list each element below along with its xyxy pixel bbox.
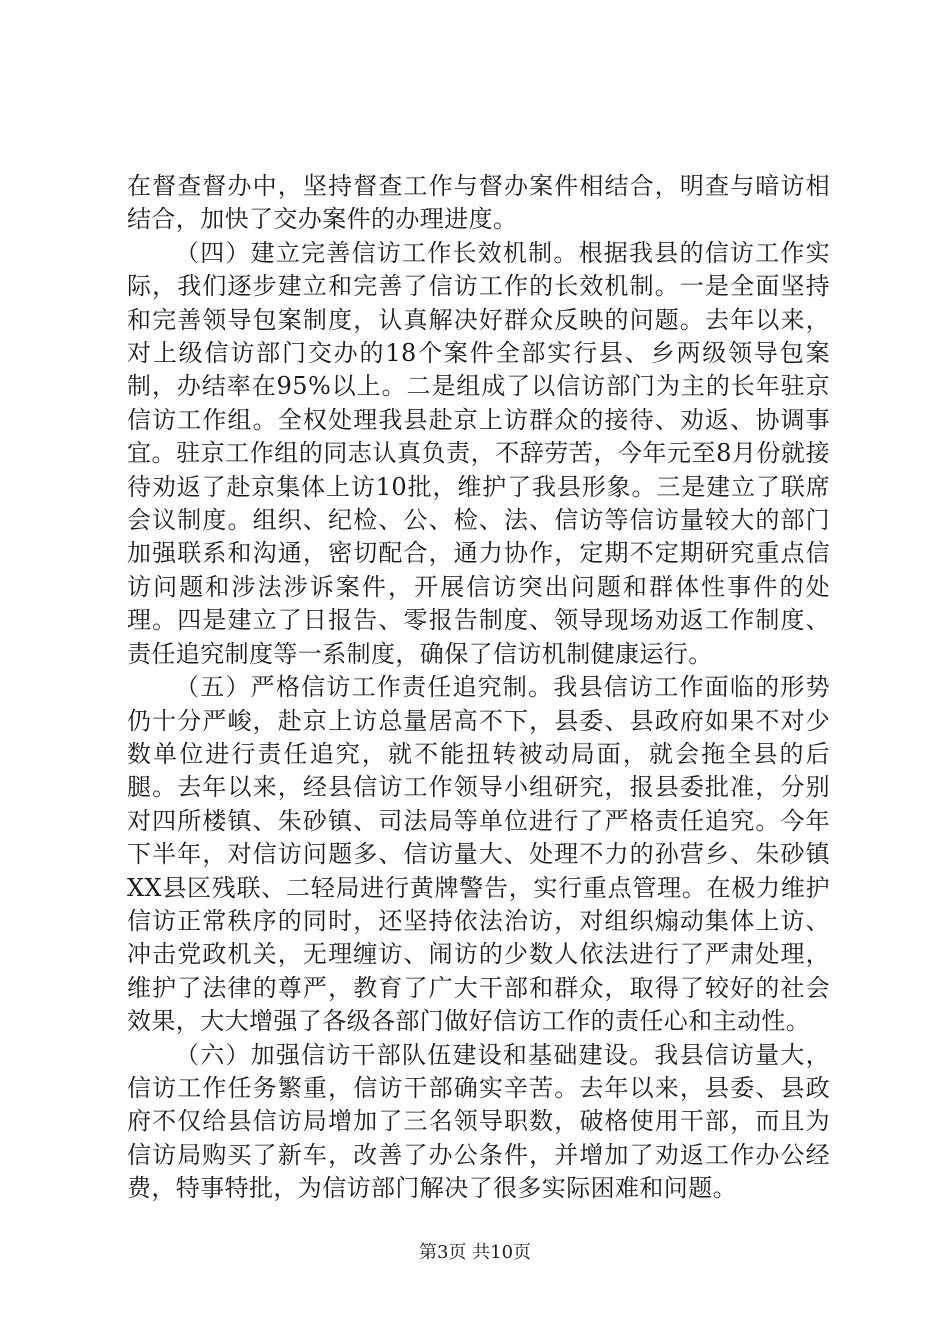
paragraph-section-5: （五）严格信访工作责任追究制。我县信访工作面临的形势仍十分严峻，赴京上访总量居高不下，县委、县政府如果不对少数单位进行责任追究，就不能扭转被动局面，就会拖全县的后腿。去年以来，经县信访工作领导小组研究，报县委批准，分别对四所楼镇、朱砂镇、司法局等单位进行了严格责任追究。今年下半年，对信访问题多、信访量大、处理不力的孙营乡、朱砂镇XX县区残联、二轻局进行黄牌警告，实行重点管理。在极力维护信访正常秩序的同时，还坚持依法治访，对组织煽动集体上访、冲击党政机关，无理缠访、闹访的少数人依法进行了严肃处理，维护了法律的尊严，教育了广大干部和群众，取得了较好的社会效果，大大增强了各级各部门做好信访工作的责任心和主动性。 <box>127 673 830 1036</box>
paragraph-section-6: （六）加强信访干部队伍建设和基础建设。我县信访量大，信访工作任务繁重，信访干部确实辛苦。去年以来，县委、县政府不仅给县信访局增加了三名领导职数，破格使用干部，而且为信访局购买了新车，改善了办公条件，并增加了劝返工作办公经费，特事特批，为信访部门解决了很多实际困难和问题。 <box>127 1040 830 1203</box>
page-number-footer: 第3页 共10页 <box>418 1242 532 1263</box>
paragraph-continuation: 在督查督办中，坚持督查工作与督办案件相结合，明查与暗访相结合，加快了交办案件的办理进度。 <box>127 172 830 234</box>
paragraph-section-4: （四）建立完善信访工作长效机制。根据我县的信访工作实际，我们逐步建立和完善了信访工作的长效机制。一是全面坚持和完善领导包案制度，认真解决好群众反映的问题。去年以来，对上级信访部门交办的18个案件全部实行县、乡两级领导包案制，办结率在95%以上。二是组成了以信访部门为主的长年驻京信访工作组。全权处理我县赴京上访群众的接待、劝返、协调事宜。驻京工作组的同志认真负责，不辞劳苦，今年元至8月份就接待劝返了赴京集体上访10批，维护了我县形象。三是建立了联席会议制度。组织、纪检、公、检、法、信访等信访量较大的部门加强联系和沟通，密切配合，通力协作，定期不定期研究重点信访问题和涉法涉诉案件，开展信访突出问题和群体性事件的处理。四是建立了日报告、零报告制度、领导现场劝返工作制度、责任追究制度等一系制度，确保了信访机制健康运行。 <box>127 238 830 668</box>
document-body <box>127 170 830 1206</box>
